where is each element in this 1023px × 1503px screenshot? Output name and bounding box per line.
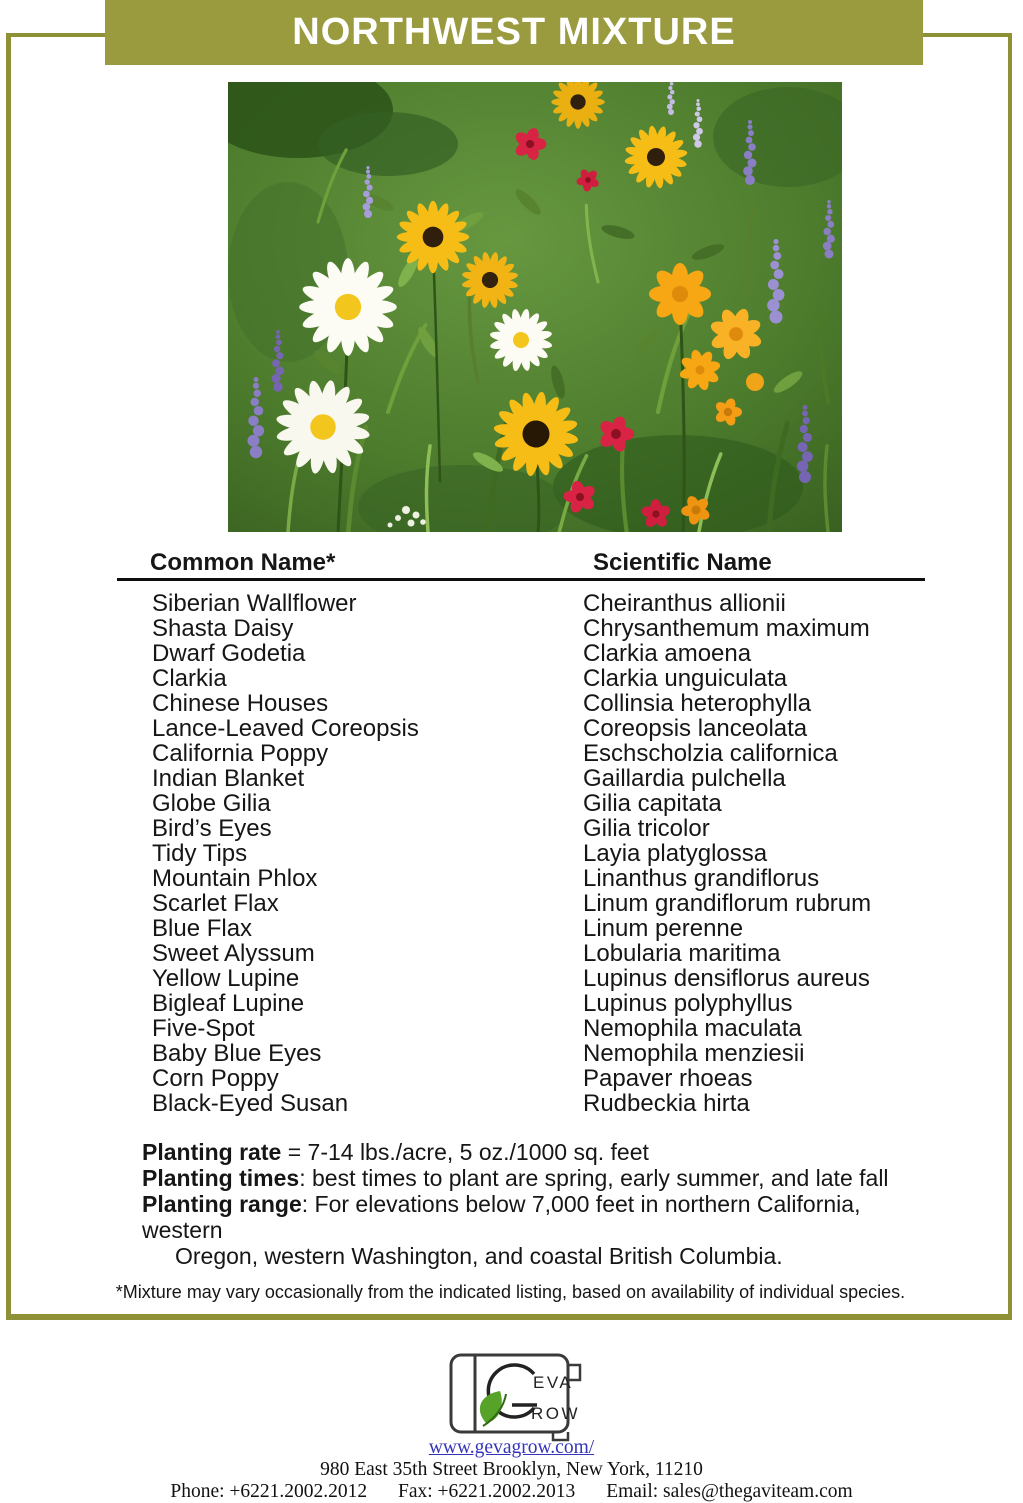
phone-text: Phone: +6221.2002.2012 <box>170 1481 368 1502</box>
table-row <box>152 891 952 916</box>
common-name-cell: Bird’s Eyes <box>152 815 272 842</box>
common-name-cell: Baby Blue Eyes <box>152 1040 322 1067</box>
table-row <box>152 766 952 791</box>
planting-range-text: : For elevations below 7,000 feet in northern California, <box>301 1191 861 1217</box>
scientific-name-cell: Nemophila maculata <box>583 1015 802 1042</box>
address-line: 980 East 35th Street Brooklyn, New York, 11210 <box>320 1459 703 1480</box>
fax-text: Fax: +6221.2002.2013 <box>398 1481 576 1502</box>
scientific-name-cell: Nemophila menziesii <box>583 1040 805 1067</box>
table-row <box>152 716 952 741</box>
table-row <box>152 866 952 891</box>
common-name-cell: Lance-Leaved Coreopsis <box>152 715 419 742</box>
scientific-name-cell: Lupinus densiflorus aureus <box>583 965 870 992</box>
common-name-cell: Dwarf Godetia <box>152 640 306 667</box>
table-header-rule <box>117 578 925 581</box>
scientific-name-cell: Gilia capitata <box>583 790 722 817</box>
table-row <box>152 966 952 991</box>
scientific-name-cell: Cheiranthus allionii <box>583 590 786 617</box>
scientific-name-cell: Chrysanthemum maximum <box>583 615 870 642</box>
common-name-cell: Mountain Phlox <box>152 865 318 892</box>
table-row <box>152 916 952 941</box>
scientific-name-cell: Lupinus polyphyllus <box>583 990 793 1017</box>
common-name-cell: Siberian Wallflower <box>152 590 357 617</box>
common-name-cell: Yellow Lupine <box>152 965 300 992</box>
common-name-cell: Indian Blanket <box>152 765 305 792</box>
common-name-cell: Corn Poppy <box>152 1065 279 1092</box>
table-row <box>152 616 952 641</box>
table-row <box>152 1041 952 1066</box>
wildflower-photo-illustration <box>228 82 842 532</box>
planting-rate-text: = 7-14 lbs./acre, 5 oz./1000 sq. feet <box>281 1139 649 1165</box>
planting-rate-label: Planting rate <box>142 1139 282 1165</box>
table-row <box>152 1016 952 1041</box>
logo-text-eva: EVA <box>532 1373 573 1392</box>
scientific-name-cell: Collinsia heterophylla <box>583 690 812 717</box>
planting-info <box>142 1139 889 1269</box>
planting-range-label: Planting range <box>142 1191 302 1217</box>
scientific-name-cell: Gaillardia pulchella <box>583 765 786 792</box>
planting-rate-line <box>142 1139 889 1165</box>
geva-grow-logo <box>436 1344 588 1449</box>
scientific-name-cell: Rudbeckia hirta <box>583 1090 750 1117</box>
wildflower-photo <box>228 82 842 532</box>
mixture-disclaimer: *Mixture may vary occasionally from the indicated listing, based on availability of individual species. <box>115 1282 906 1302</box>
common-name-cell: Chinese Houses <box>152 690 329 717</box>
scientific-name-cell: Gilia tricolor <box>583 815 710 842</box>
logo-text-row: ROW <box>530 1404 580 1423</box>
table-row <box>152 841 952 866</box>
scientific-name-cell: Eschscholzia californica <box>583 740 838 767</box>
column-header-common-name: Common Name* <box>150 549 336 576</box>
table-row <box>152 691 952 716</box>
common-name-cell: California Poppy <box>152 740 329 767</box>
common-name-cell: Tidy Tips <box>152 840 248 867</box>
common-name-cell: Clarkia <box>152 665 227 692</box>
table-row <box>152 816 952 841</box>
common-name-cell: Shasta Daisy <box>152 615 294 642</box>
common-name-cell: Sweet Alyssum <box>152 940 315 967</box>
table-row <box>152 666 952 691</box>
scientific-name-cell: Clarkia unguiculata <box>583 665 788 692</box>
planting-range-line2: western <box>142 1217 223 1243</box>
table-row <box>152 941 952 966</box>
species-table <box>152 591 952 1116</box>
column-header-scientific-name: Scientific Name <box>593 549 772 576</box>
common-name-cell: Scarlet Flax <box>152 890 279 917</box>
table-row <box>152 591 952 616</box>
scientific-name-cell: Linum grandiflorum rubrum <box>583 890 872 917</box>
common-name-cell: Black-Eyed Susan <box>152 1090 349 1117</box>
scientific-name-cell: Coreopsis lanceolata <box>583 715 808 742</box>
email-text: Email: sales@thegaviteam.com <box>606 1481 853 1502</box>
table-row <box>152 991 952 1016</box>
planting-range-line3: Oregon, western Washington, and coastal British Columbia. <box>175 1243 783 1269</box>
scientific-name-cell: Linum perenne <box>583 915 744 942</box>
table-row <box>152 1091 952 1116</box>
common-name-cell: Bigleaf Lupine <box>152 990 305 1017</box>
scientific-name-cell: Layia platyglossa <box>583 840 768 867</box>
website-link[interactable]: www.gevagrow.com/ <box>428 1437 595 1458</box>
title-banner <box>105 0 923 65</box>
table-row <box>152 791 952 816</box>
logo-leaf-icon <box>479 1391 501 1423</box>
scientific-name-cell: Clarkia amoena <box>583 640 752 667</box>
page-title: NORTHWEST MIXTURE <box>292 11 736 53</box>
planting-times-text: : best times to plant are spring, early summer, and late fall <box>299 1165 889 1191</box>
scientific-name-cell: Lobularia maritima <box>583 940 781 967</box>
planting-times-label: Planting times <box>142 1165 300 1191</box>
scientific-name-cell: Linanthus grandiflorus <box>583 865 820 892</box>
table-row <box>152 641 952 666</box>
common-name-cell: Five-Spot <box>152 1015 255 1042</box>
common-name-cell: Globe Gilia <box>152 790 271 817</box>
scientific-name-cell: Papaver rhoeas <box>583 1065 753 1092</box>
planting-times-line <box>142 1165 889 1191</box>
planting-range-line <box>142 1191 889 1217</box>
table-row <box>152 741 952 766</box>
table-row <box>152 1066 952 1091</box>
common-name-cell: Blue Flax <box>152 915 253 942</box>
website-line <box>0 1437 1023 1459</box>
